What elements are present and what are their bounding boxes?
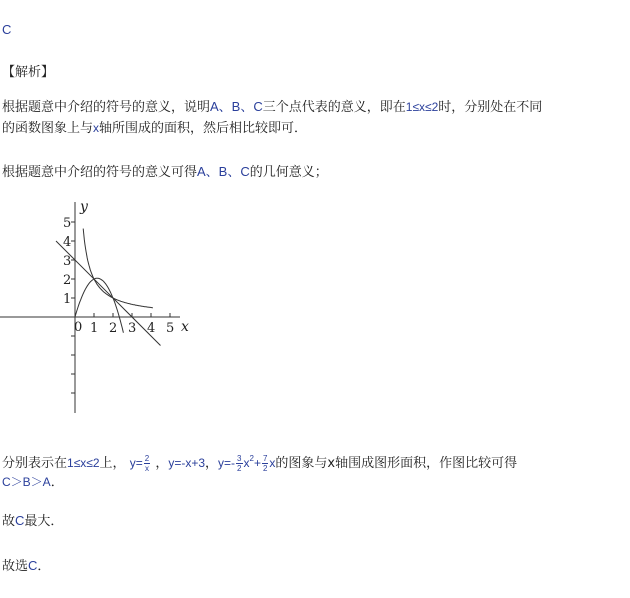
point-c: C [28,558,38,573]
answer-value: C [2,22,12,37]
geometric-meaning-line [2,163,328,182]
text-span: 的几何意义； [249,165,328,180]
x-axis-label: x [181,319,189,335]
text-span: 故 [2,514,16,529]
analysis-paragraph-line-2 [2,119,307,138]
text-span: 根据题意中介绍的符号的意义，说明 [2,100,211,115]
text-span: 时，分别处在不同 [438,100,543,115]
numerator: 2 [144,454,150,464]
y-axis-label: y [80,199,88,215]
analysis-paragraph-line-1 [2,98,542,117]
plus-sign: + [253,456,261,470]
text-span: 最大． [24,514,64,529]
text-span: 根据题意中介绍的符号的意义可得 [2,165,198,180]
x-variable: x [93,121,100,135]
function-1 [129,454,151,474]
y-tick-label: 2 [63,273,72,288]
final-answer-line [2,557,50,576]
range-expression: 1≤x≤2 [67,456,100,470]
y-tick-marks [71,222,75,393]
range-expression: 1≤x≤2 [405,100,439,114]
text-span: 故选 [2,559,29,574]
function-2: y=-x+3 [168,456,206,470]
answer-letter [2,21,11,40]
exponent: 2 [249,454,254,463]
fraction [262,454,268,473]
f1-lhs: y= [129,456,143,470]
separator: ， [205,456,219,471]
function-graph [0,195,200,420]
points-abc: A、B、C [210,99,263,114]
section-title-text: 【解析】 [2,65,55,80]
x-tick-label: 3 [128,321,137,336]
comparison-result: C＞B＞A [2,475,51,489]
text-span: 上， [99,456,126,471]
denominator: x [144,464,149,474]
denominator: 2 [262,464,268,474]
function-3 [218,454,276,474]
text-span: 分别表示在 [2,456,68,471]
text-span: 的图象与x轴围成图形面积，作图比较可得 [275,456,518,471]
x-tick-label: 0 [74,320,83,335]
f3-lhs: y=- [218,456,236,470]
y-tick-label: 4 [63,235,72,250]
f3-end: x [269,456,276,470]
c-is-largest-line [2,512,63,531]
text-span: ． [37,559,51,574]
numerator: 3 [237,454,242,464]
text-span: ． [50,475,64,490]
x-tick-label: 1 [90,321,99,336]
fraction [144,454,150,473]
x-tick-label: 5 [166,321,175,336]
hyperbola-curve [83,229,153,308]
fraction [236,454,242,473]
f3-x: x [243,456,250,470]
numerator: 7 [262,454,268,464]
y-tick-label: 5 [63,216,72,231]
section-title [2,64,54,82]
separator: ， [155,456,169,471]
points-abc: A、B、C [197,164,250,179]
x-tick-label: 2 [109,321,118,336]
y-tick-label: 1 [63,292,72,307]
point-c: C [15,513,25,528]
text-span: 三个点代表的意义，即在 [262,100,406,115]
conclusion-line-2 [2,473,64,492]
y-tick-label: 3 [63,254,72,269]
x-tick-label: 4 [147,321,156,336]
conclusion-line-1 [2,449,517,474]
text-span: 的函数图象上与 [2,121,94,136]
text-span: 轴所围成的面积，然后相比较即可． [99,121,308,136]
denominator: 2 [237,464,242,474]
